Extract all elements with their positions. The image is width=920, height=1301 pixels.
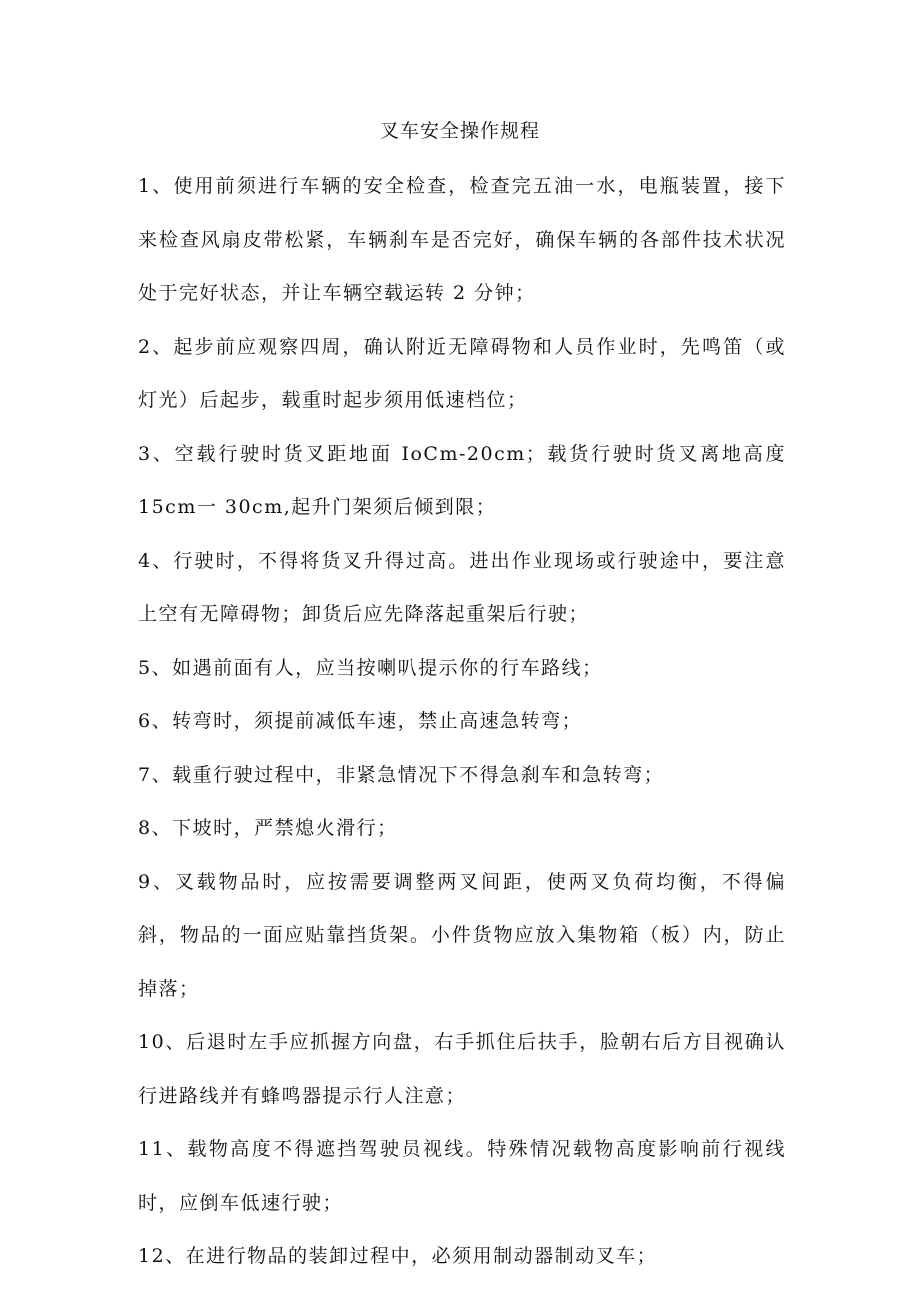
rule-paragraph-6: 6、转弯时，须提前减低车速，禁止高速急转弯； (138, 710, 583, 732)
document-body (138, 160, 786, 1284)
rule-paragraph-2: 2、起步前应观察四周，确认附近无障碍物和人员作业时，先鸣笛（或灯光）后起步，载重时起步须用低速档位； (138, 335, 786, 411)
rule-paragraph-1: 1、使用前须进行车辆的安全检查，检查完五油一水，电瓶装置，接下来检查风扇皮带松紧，车辆刹车是否完好，确保车辆的各部件技术状况处于完好状态，并让车辆空载运转 2 分钟； (138, 175, 786, 304)
rule-paragraph-7: 7、载重行驶过程中，非紧急情况下不得急刹车和急转弯； (138, 763, 665, 786)
rule-paragraph-4: 4、行驶时，不得将货叉升得过高。进出作业现场或行驶途中，要注意上空有无障碍物；卸货后应先降落起重架后行驶； (138, 549, 786, 625)
document-title: 叉车安全操作规程 (379, 120, 540, 142)
rule-paragraph-5: 5、如遇前面有人，应当按喇叭提示你的行车路线； (138, 656, 603, 679)
rule-paragraph-8: 8、下坡时，严禁熄火滑行； (138, 817, 398, 839)
rule-paragraph-9: 9、叉载物品时，应按需要调整两叉间距，使两叉负荷均衡，不得偏斜，物品的一面应贴靠挡货架。小件货物应放入集物箱（板）内，防止掉落； (138, 870, 786, 1000)
rule-paragraph-12: 12、在进行物品的装卸过程中，必须用制动器制动叉车； (138, 1245, 658, 1267)
rule-paragraph-11: 11、载物高度不得遮挡驾驶员视线。特殊情况载物高度影响前行视线时，应倒车低速行驶； (138, 1138, 786, 1214)
rule-paragraph-3: 3、空载行驶时货叉距地面 IoCm-20cm；载货行驶时货叉离地高度 15cm一 30cm,起升门架须后倾到限； (138, 442, 786, 518)
rule-paragraph-10: 10、后退时左手应抓握方向盘，右手抓住后扶手，脸朝右后方目视确认行进路线并有蜂鸣器提示行人注意； (138, 1031, 786, 1107)
